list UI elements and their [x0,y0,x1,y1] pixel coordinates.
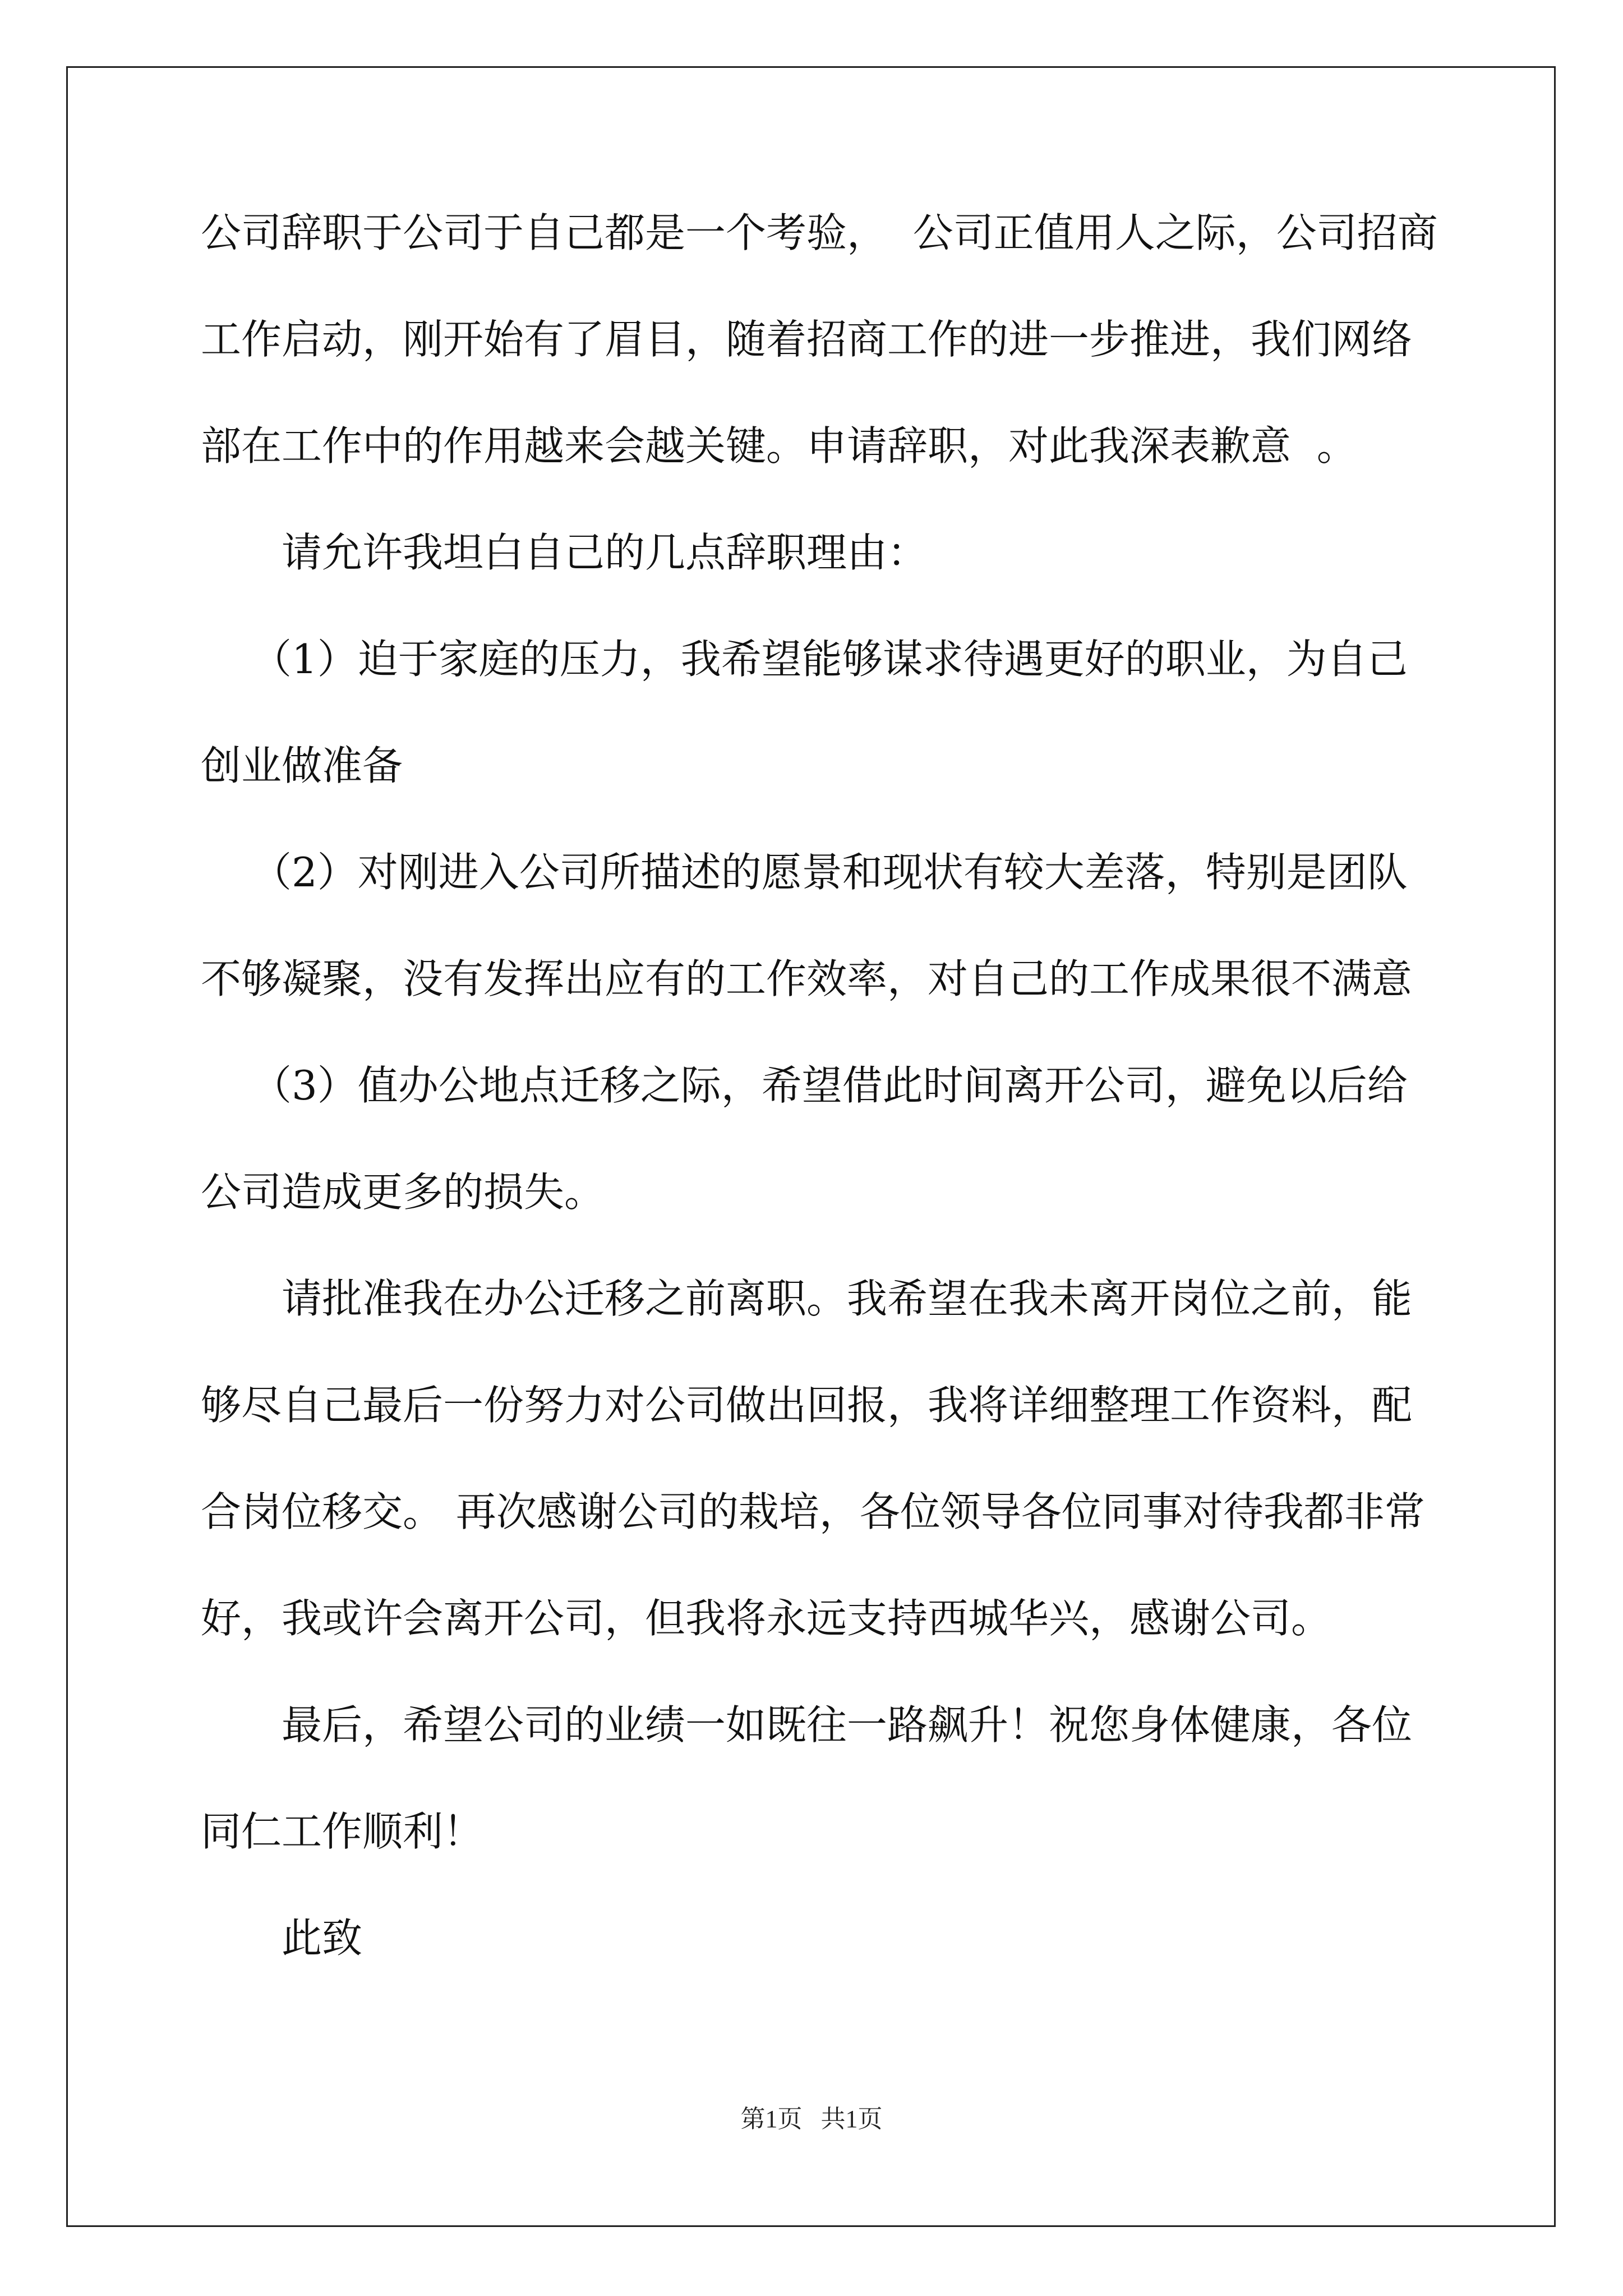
paragraph-line: （2）对刚进入公司所描述的愿景和现状有较大差落，特别是团队 [251,849,1408,896]
paragraph-line: 最后，希望公司的业绩一如既往一路飙升！祝您身体健康，各位 [282,1701,1413,1749]
paragraph-line: 够尽自己最后一份努力对公司做出回报，我将详细整理工作资料，配 [201,1382,1413,1429]
paragraph-line: 创业做准备 [201,742,403,789]
paragraph-line: 好，我或许会离开公司，但我将永远支持西城华兴，感谢公司。 [201,1595,1332,1642]
paragraph-line: 请允许我坦白自己的几点辞职理由： [282,529,928,576]
page-border [66,66,1556,2227]
paragraph-line: 请批准我在办公迁移之前离职。我希望在我未离开岗位之前，能 [282,1275,1413,1322]
paragraph-line: 同仁工作顺利！ [201,1808,484,1855]
paragraph-line: 公司造成更多的损失。 [201,1168,605,1216]
paragraph-line: 合岗位移交。 再次感谢公司的栽培，各位领导各位同事对待我都非常 [201,1488,1425,1535]
paragraph-line: （1）迫于家庭的压力，我希望能够谋求待遇更好的职业，为自己 [251,636,1408,683]
paragraph-line: 不够凝聚，没有发挥出应有的工作效率，对自己的工作成果很不满意 [201,955,1413,1002]
paragraph-line: 部在工作中的作用越来会越关键。申请辞职，对此我深表歉意 。 [201,422,1357,470]
closing-salutation: 此致 [282,1915,363,1962]
paragraph-line: 公司辞职于公司于自己都是一个考验， 公司正值用人之际，公司招商 [201,209,1438,256]
page-number-footer: 第1页 共1页 [740,2105,883,2133]
paragraph-line: 工作启动，刚开始有了眉目，随着招商工作的进一步推进，我们网络 [201,316,1413,363]
paragraph-line: （3）值办公地点迁移之际，希望借此时间离开公司，避免以后给 [251,1062,1408,1109]
